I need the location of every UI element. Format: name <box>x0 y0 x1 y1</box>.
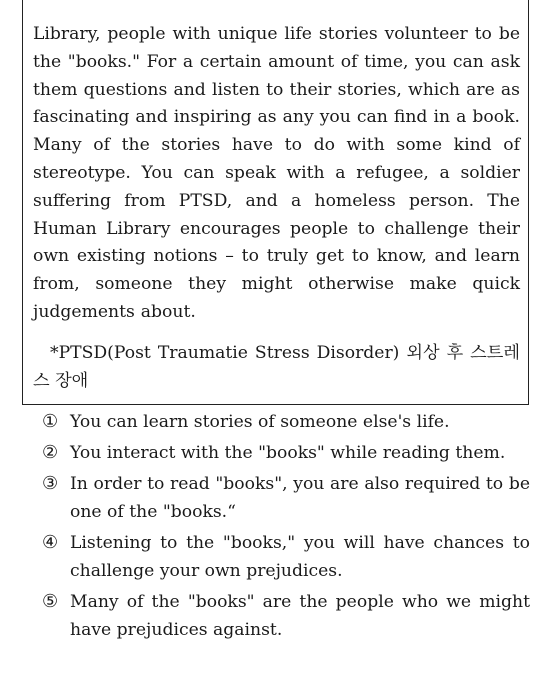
passage-box <box>22 0 529 405</box>
option-text: You can learn stories of someone else's life. <box>70 412 450 432</box>
option-text: In order to read "books", you are also required to be one of the "books.“ <box>70 474 530 522</box>
answer-option-4[interactable] <box>42 529 530 585</box>
answer-option-2[interactable] <box>42 439 530 467</box>
passage-text: Library, people with unique life stories volunteer to be the "books." For a certain amount of time, you can ask them questions and listen to their stories, which are as fascinating and inspiring as any you can find in a book. Many of the stories have to do with some kind of stereotype. You can speak with a refugee, a soldier suffering from PTSD, and a homeless person. The Human Library encourages people to challenge their own existing notions – to truly get to know, and learn from, someone they might otherwise make quick judgements about. <box>33 24 520 322</box>
option-number: ④ <box>42 532 59 553</box>
answer-option-5[interactable] <box>42 588 530 644</box>
answer-options <box>42 405 530 647</box>
answer-option-3[interactable] <box>42 470 530 526</box>
option-text: You interact with the "books" while reading them. <box>70 443 506 463</box>
option-text: Listening to the "books," you will have chances to challenge your own prejudices. <box>70 533 530 581</box>
option-number: ① <box>42 411 59 432</box>
answer-option-1[interactable] <box>42 408 530 436</box>
option-text: Many of the "books" are the people who we might have prejudices against. <box>70 592 530 640</box>
option-number: ③ <box>42 473 59 494</box>
passage-footnote: *PTSD(Post Traumatie Stress Disorder) 외상 후 스트레스 장애 <box>33 343 520 391</box>
option-number: ② <box>42 442 59 463</box>
option-number: ⑤ <box>42 591 59 612</box>
